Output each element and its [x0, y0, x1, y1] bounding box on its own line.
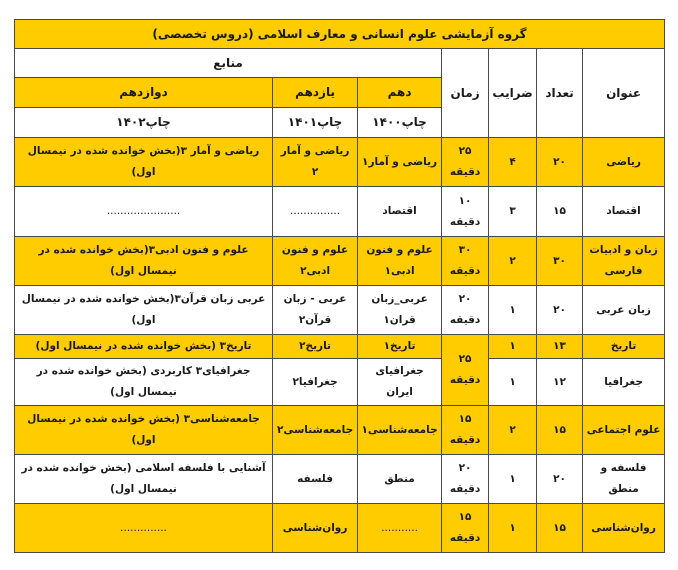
table-row	[15, 187, 665, 237]
subject-cell: جغرافیا	[583, 359, 665, 406]
time-cell: ۱۵ دقیقه	[442, 504, 489, 553]
grade12-cell: علوم و فنون ادبی۳(بخش خوانده شده در نیمسال اول)	[15, 237, 273, 286]
coef-cell: ۴	[489, 138, 537, 187]
grade10-cell: علوم و فنون ادبی۱	[358, 237, 442, 286]
grade12-cell: ریاضی و آمار ۳(بخش خوانده شده در نیمسال اول)	[15, 138, 273, 187]
grade12-cell: جامعه‌شناسی۳ (بخش خوانده شده در نیمسال اول)	[15, 406, 273, 455]
header-print11: چاپ۱۴۰۱	[273, 108, 358, 138]
count-cell: ۲۰	[537, 455, 583, 504]
table-title: گروه آزمایشی علوم انسانی و معارف اسلامی (دروس تخصصی)	[15, 20, 665, 49]
count-cell: ۱۵	[537, 504, 583, 553]
subject-cell: ریاضی	[583, 138, 665, 187]
count-cell: ۱۳	[537, 335, 583, 359]
count-cell: ۱۲	[537, 359, 583, 406]
time-cell: ۲۰ دقیقه	[442, 286, 489, 335]
count-cell: ۲۰	[537, 138, 583, 187]
count-cell: ۲۰	[537, 286, 583, 335]
time-cell: ۲۵ دقیقه	[442, 335, 489, 406]
coef-cell: ۱	[489, 504, 537, 553]
grade11-cell: ریاضی و آمار ۲	[273, 138, 358, 187]
coef-cell: ۱	[489, 286, 537, 335]
subject-cell: روان‌شناسی	[583, 504, 665, 553]
subject-cell: فلسفه و منطق	[583, 455, 665, 504]
subject-cell: زبان و ادبیات فارسی	[583, 237, 665, 286]
grade11-cell: عربی - زبان قرآن۲	[273, 286, 358, 335]
count-cell: ۳۰	[537, 237, 583, 286]
table-row	[15, 237, 665, 286]
grade12-cell: آشنایی با فلسفه اسلامی (بخش خوانده شده در نیمسال اول)	[15, 455, 273, 504]
grade11-cell: جغرافیا۲	[273, 359, 358, 406]
count-cell: ۱۵	[537, 187, 583, 237]
coef-cell: ۲	[489, 406, 537, 455]
grade12-cell: عربی زبان قرآن۳(بخش خوانده شده در نیمسال اول)	[15, 286, 273, 335]
header-print10: چاپ۱۴۰۰	[358, 108, 442, 138]
grade10-cell: جامعه‌شناسی۱	[358, 406, 442, 455]
grade10-cell: منطق	[358, 455, 442, 504]
coef-cell: ۳	[489, 187, 537, 237]
header-zaman: زمان	[442, 49, 489, 138]
coef-cell: ۱	[489, 335, 537, 359]
time-cell: ۲۵ دقیقه	[442, 138, 489, 187]
time-cell: ۳۰ دقیقه	[442, 237, 489, 286]
coef-cell: ۱	[489, 455, 537, 504]
grade10-cell: جغرافیای ایران	[358, 359, 442, 406]
subject-cell: زبان عربی	[583, 286, 665, 335]
subject-cell: تاریخ	[583, 335, 665, 359]
subject-cell: اقتصاد	[583, 187, 665, 237]
grade11-cell: فلسفه	[273, 455, 358, 504]
header-print12: چاپ۱۴۰۲	[15, 108, 273, 138]
table-row	[15, 455, 665, 504]
table-row	[15, 406, 665, 455]
header-grade10: دهم	[358, 78, 442, 108]
header-grade11: یازدهم	[273, 78, 358, 108]
table-row	[15, 286, 665, 335]
grade12-cell: جغرافیای۳ کاربردی (بخش خوانده شده در نیمسال اول)	[15, 359, 273, 406]
grade12-cell: تاریخ۳ (بخش خوانده شده در نیمسال اول)	[15, 335, 273, 359]
header-manabe: منابع	[15, 49, 442, 78]
time-cell: ۱۵ دقیقه	[442, 406, 489, 455]
coef-cell: ۲	[489, 237, 537, 286]
grade10-cell: عربی_زبان قران۱	[358, 286, 442, 335]
grade11-cell: روان‌شناسی	[273, 504, 358, 553]
table-row	[15, 138, 665, 187]
header-onvan: عنوان	[583, 49, 665, 138]
grade10-cell: اقتصاد	[358, 187, 442, 237]
header-grade12: دوازدهم	[15, 78, 273, 108]
grade12-cell: ..............	[15, 504, 273, 553]
grade10-cell: تاریخ۱	[358, 335, 442, 359]
header-tedad: تعداد	[537, 49, 583, 138]
grade11-cell: تاریخ۲	[273, 335, 358, 359]
subject-cell: علوم اجتماعی	[583, 406, 665, 455]
grade10-cell: ریاضی و آمار۱	[358, 138, 442, 187]
time-cell: ۲۰ دقیقه	[442, 455, 489, 504]
grade10-cell: ...........	[358, 504, 442, 553]
time-cell: ۱۰ دقیقه	[442, 187, 489, 237]
grade12-cell: ......................	[15, 187, 273, 237]
table-row	[15, 504, 665, 553]
grade11-cell: ...............	[273, 187, 358, 237]
header-zarayeb: ضرایب	[489, 49, 537, 138]
grade11-cell: علوم و فنون ادبی۲	[273, 237, 358, 286]
count-cell: ۱۵	[537, 406, 583, 455]
table-row	[15, 359, 665, 406]
coef-cell: ۱	[489, 359, 537, 406]
table-row	[15, 335, 665, 359]
grade11-cell: جامعه‌شناسی۲	[273, 406, 358, 455]
exam-subjects-table	[14, 19, 665, 553]
